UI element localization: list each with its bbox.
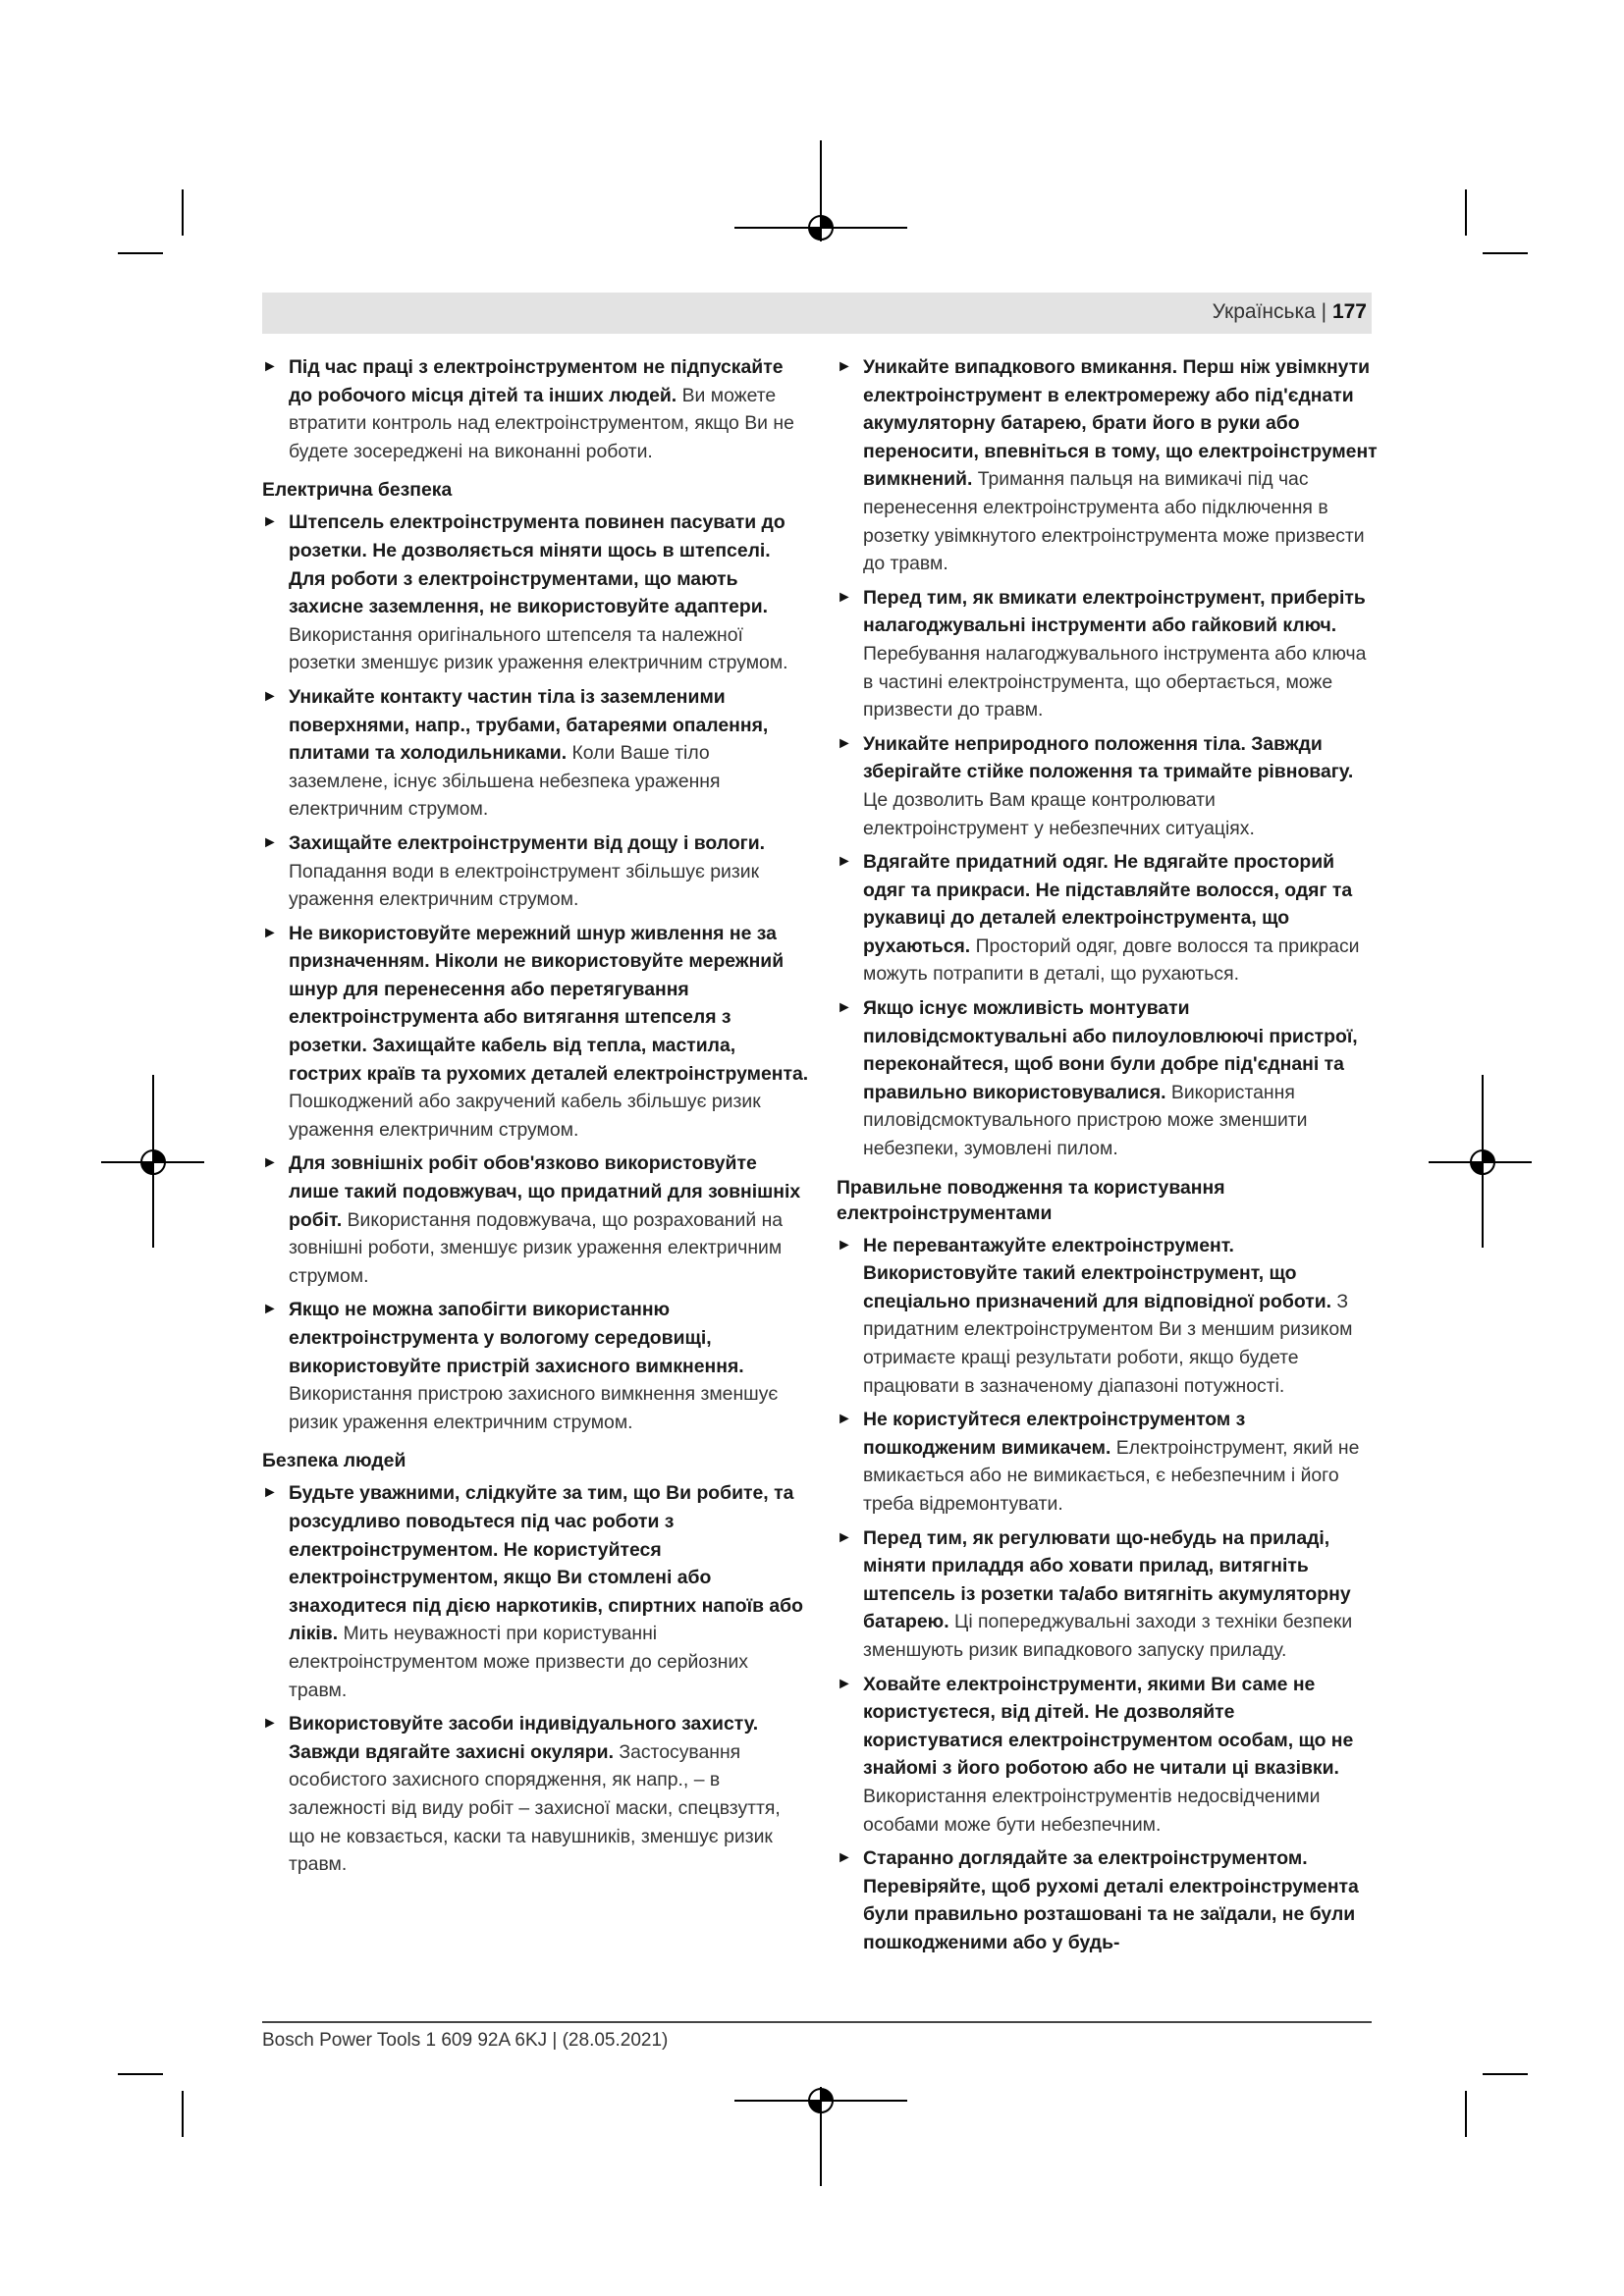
header-language: Українська [1212,300,1316,323]
item-text: Попадання води в електроінструмент збільшує ризик ураження електричним струмом. [289,860,760,911]
item-bold-text: Не перевантажуйте електроінструмент. Використовуйте такий електроінструмент, що спеціально призначений для відповідної роботи. [863,1234,1332,1312]
bullet-arrow-icon: ► [262,1484,278,1502]
item-text: Ви можете втратити контроль над електроінструментом, якщо Ви не будете зосереджені на виконанні роботи. [289,384,794,462]
item-bold-text: Використовуйте засоби індивідуального захисту. Завжди вдягайте захисні окуляри. [289,1713,759,1763]
item-bold-text: Старанно доглядайте за електроінструментом. Перевіряйте, щоб рухомі деталі електроінструмента були правильно розташовані та не заїдали, не були пошкодженими або у будь- [863,1847,1359,1953]
list-item [837,994,1379,1163]
item-bold-text: Якщо не можна запобігти використанню електроінструмента у вологому середовищі, використовуйте пристрій захисного вимкнення. [289,1299,744,1377]
header-separator: | [1321,300,1327,323]
item-bold-text: Уникайте випадкового вмикання. Перш ніж увімкнути електроінструмент в електромережу або під'єднати акумуляторну батарею, брати його в руки або переносити, впевніться в тому, що електроінструмент вимкнений. [863,356,1378,491]
bullet-arrow-icon: ► [262,513,278,531]
item-bold-text: Не користуйтеся електроінструментом з пошкодженим вимикачем. [863,1409,1246,1459]
item-text: Використання пиловідсмоктувального пристрою може зменшити небезпеки, зумовлені пилом. [863,1081,1308,1160]
item-bold-text: Під час праці з електроінструментом не підпускайте до робочого місця дітей та інших людей. [289,356,784,406]
section-title-personal-safety: Безпека людей [262,1450,406,1472]
list-item [837,584,1379,724]
item-text: Застосування особистого захисного спорядження, як напр., – в залежності від виду робіт – захисної маски, спецвзуття, що не ковзається, каски та навушників, зменшує ризик травм. [289,1740,781,1876]
item-text: Ці попереджувальні заходи з техніки безпеки зменшують ризик випадкового запуску приладу. [863,1611,1353,1661]
crop-mark [118,2073,163,2075]
item-bold-text: Перед тим, як вмикати електроінструмент, приберіть налагоджувальні інструменти або гайковий ключ. [863,586,1366,637]
item-bold-text: Не використовуйте мережний шнур живлення не за призначенням. Ніколи не використовуйте мережний шнур для перенесення або перетягування електроінструмента або витягання штепселя з розетки. Захищайте кабель від тепла, мастила, гострих країв та рухомих деталей електроінструмента. [289,922,809,1085]
footer-divider [262,2021,1372,2023]
list-item [262,1479,810,1704]
list-item [262,683,810,824]
list-item [262,920,810,1145]
list-item [837,1232,1379,1401]
item-text: Перебування налагоджувального інструмента або ключа в частині електроінструмента, що обертається, може призвести до травм. [863,642,1367,721]
item-bold-text: Ховайте електроінструменти, якими Ви саме не користуєтеся, від дітей. Не дозволяйте користуватися електроінструментом особам, що не знайомі з його роботою або не читали ці вказівки. [863,1673,1354,1780]
bullet-arrow-icon: ► [837,1849,852,1867]
item-bold-text: Якщо існує можливість монтувати пиловідсмоктувальні або пилоуловлюючі пристрої, переконайтеся, щоб вони були добре під'єднані та правильно використовувалися. [863,997,1358,1103]
bullet-arrow-icon: ► [837,1236,852,1254]
list-item [262,829,810,914]
list-item [837,848,1379,988]
item-text: Пошкоджений або закручений кабель збільшує ризик ураження електричним струмом. [289,1091,761,1141]
bullet-arrow-icon: ► [837,358,852,375]
crop-mark [182,189,184,236]
header-band [262,293,1372,334]
bullet-arrow-icon: ► [262,1301,278,1318]
item-text: Використання пристрою захисного вимкнення зменшує ризик ураження електричним струмом. [289,1383,779,1433]
registration-target-icon [1469,1148,1496,1176]
item-bold-text: Для зовнішніх робіт обов'язково використовуйте лише такий подовжувач, що придатний для зовнішніх робіт. [289,1152,801,1231]
item-bold-text: Штепсель електроінструмента повинен пасувати до розетки. Не дозволяється міняти щось в штепселі. Для роботи з електроінструментами, що мають захисне заземлення, не використовуйте адаптери. [289,511,785,618]
item-bold-text: Уникайте неприродного положення тіла. Завжди зберігайте стійке положення та тримайте рівновагу. [863,732,1354,783]
item-text: Використання оригінального штепселя та належної розетки зменшує ризик ураження електричним струмом. [289,623,788,674]
item-bold-text: Будьте уважними, слідкуйте за тим, що Ви робите, та розсудливо поводьтеся під час роботи з електроінструментом. Не користуйтеся електроінструментом, якщо Ви стомлені або знаходитеся під дією наркотиків, спиртних напоїв або ліків. [289,1482,803,1645]
crop-mark [1465,2091,1467,2137]
list-item [262,508,810,677]
page-footer: Bosch Power Tools 1 609 92A 6KJ | (28.05.2021) [262,2030,669,2051]
bullet-arrow-icon: ► [837,1411,852,1428]
list-item [262,1710,810,1879]
list-item [837,730,1379,842]
list-item [262,1296,810,1436]
item-text: Просторий одяг, довге волосся та прикраси можуть потрапити в деталі, що рухаються. [863,934,1360,986]
list-item [837,1406,1379,1518]
left-column [262,353,810,1885]
registration-target-icon [807,2087,835,2114]
item-bold-text: Перед тим, як регулювати що-небудь на приладі, міняти приладдя або ховати прилад, витягніть штепсель із розетки та/або витягніть акумуляторну батарею. [863,1526,1351,1633]
registration-target-icon [807,214,835,241]
item-text: Мить неуважності при користуванні електроінструментом може призвести до серйозних травм. [289,1623,748,1701]
list-item [262,353,810,465]
item-text: З придатним електроінструментом Ви з меншим ризиком отримаєте кращі результати роботи, якщо будете працювати в зазначеному діапазоні потужності. [863,1290,1353,1397]
bullet-arrow-icon: ► [262,833,278,851]
list-item [837,353,1379,578]
crop-mark [118,252,163,254]
bullet-arrow-icon: ► [837,1528,852,1546]
registration-target-icon [139,1148,167,1176]
bullet-arrow-icon: ► [262,1715,278,1733]
section-title-electrical-safety: Електрична безпека [262,479,453,502]
item-text: Тримання пальця на вимикачі під час перенесення електроінструмента або підключення в розетку увімкнутого електроінструмента може призвести до травм. [863,468,1365,575]
list-item [837,1844,1379,1956]
item-text: Електроінструмент, який не вмикається або не вимикається, є небезпечним і його треба відремонтувати. [863,1436,1360,1515]
bullet-arrow-icon: ► [837,588,852,606]
crop-mark [1465,189,1467,236]
bullet-arrow-icon: ► [262,1154,278,1172]
item-text: Це дозволить Вам краще контролювати електроінструмент у небезпечних ситуаціях. [863,788,1255,839]
bullet-arrow-icon: ► [262,687,278,705]
crop-mark [1483,252,1528,254]
bullet-arrow-icon: ► [837,1675,852,1692]
crop-mark [182,2091,184,2137]
page-number: 177 [1331,300,1367,323]
item-text: Використання електроінструментів недосвідченими особами може бути небезпечним. [863,1785,1321,1836]
list-item [837,1524,1379,1665]
bullet-arrow-icon: ► [262,924,278,941]
item-text: Коли Ваше тіло заземлене, існує збільшена небезпека ураження електричним струмом. [289,742,721,821]
bullet-arrow-icon: ► [262,358,278,375]
list-item [837,1671,1379,1840]
crop-mark [1483,2073,1528,2075]
bullet-arrow-icon: ► [837,734,852,752]
item-bold-text: Вдягайте придатний одяг. Не вдягайте просторий одяг та прикраси. Не підставляйте волосся, одяг та рукавиці до деталей електроінструмента, що рухаються. [863,851,1353,957]
page-header [1213,300,1367,324]
item-text: Використання подовжувача, що розрахований на зовнішні роботи, зменшує ризик ураження електричним струмом. [289,1208,784,1287]
right-column [837,353,1379,1962]
item-bold-text: Захищайте електроінструменти від дощу і вологи. [289,831,766,854]
item-bold-text: Уникайте контакту частин тіла із заземленими поверхнями, напр., трубами, батареями опалення, плитами та холодильниками. [289,685,769,765]
section-title-tool-use: Правильне поводження та користування електроінструментами [837,1176,1225,1224]
bullet-arrow-icon: ► [837,999,852,1017]
bullet-arrow-icon: ► [837,853,852,871]
list-item [262,1149,810,1290]
